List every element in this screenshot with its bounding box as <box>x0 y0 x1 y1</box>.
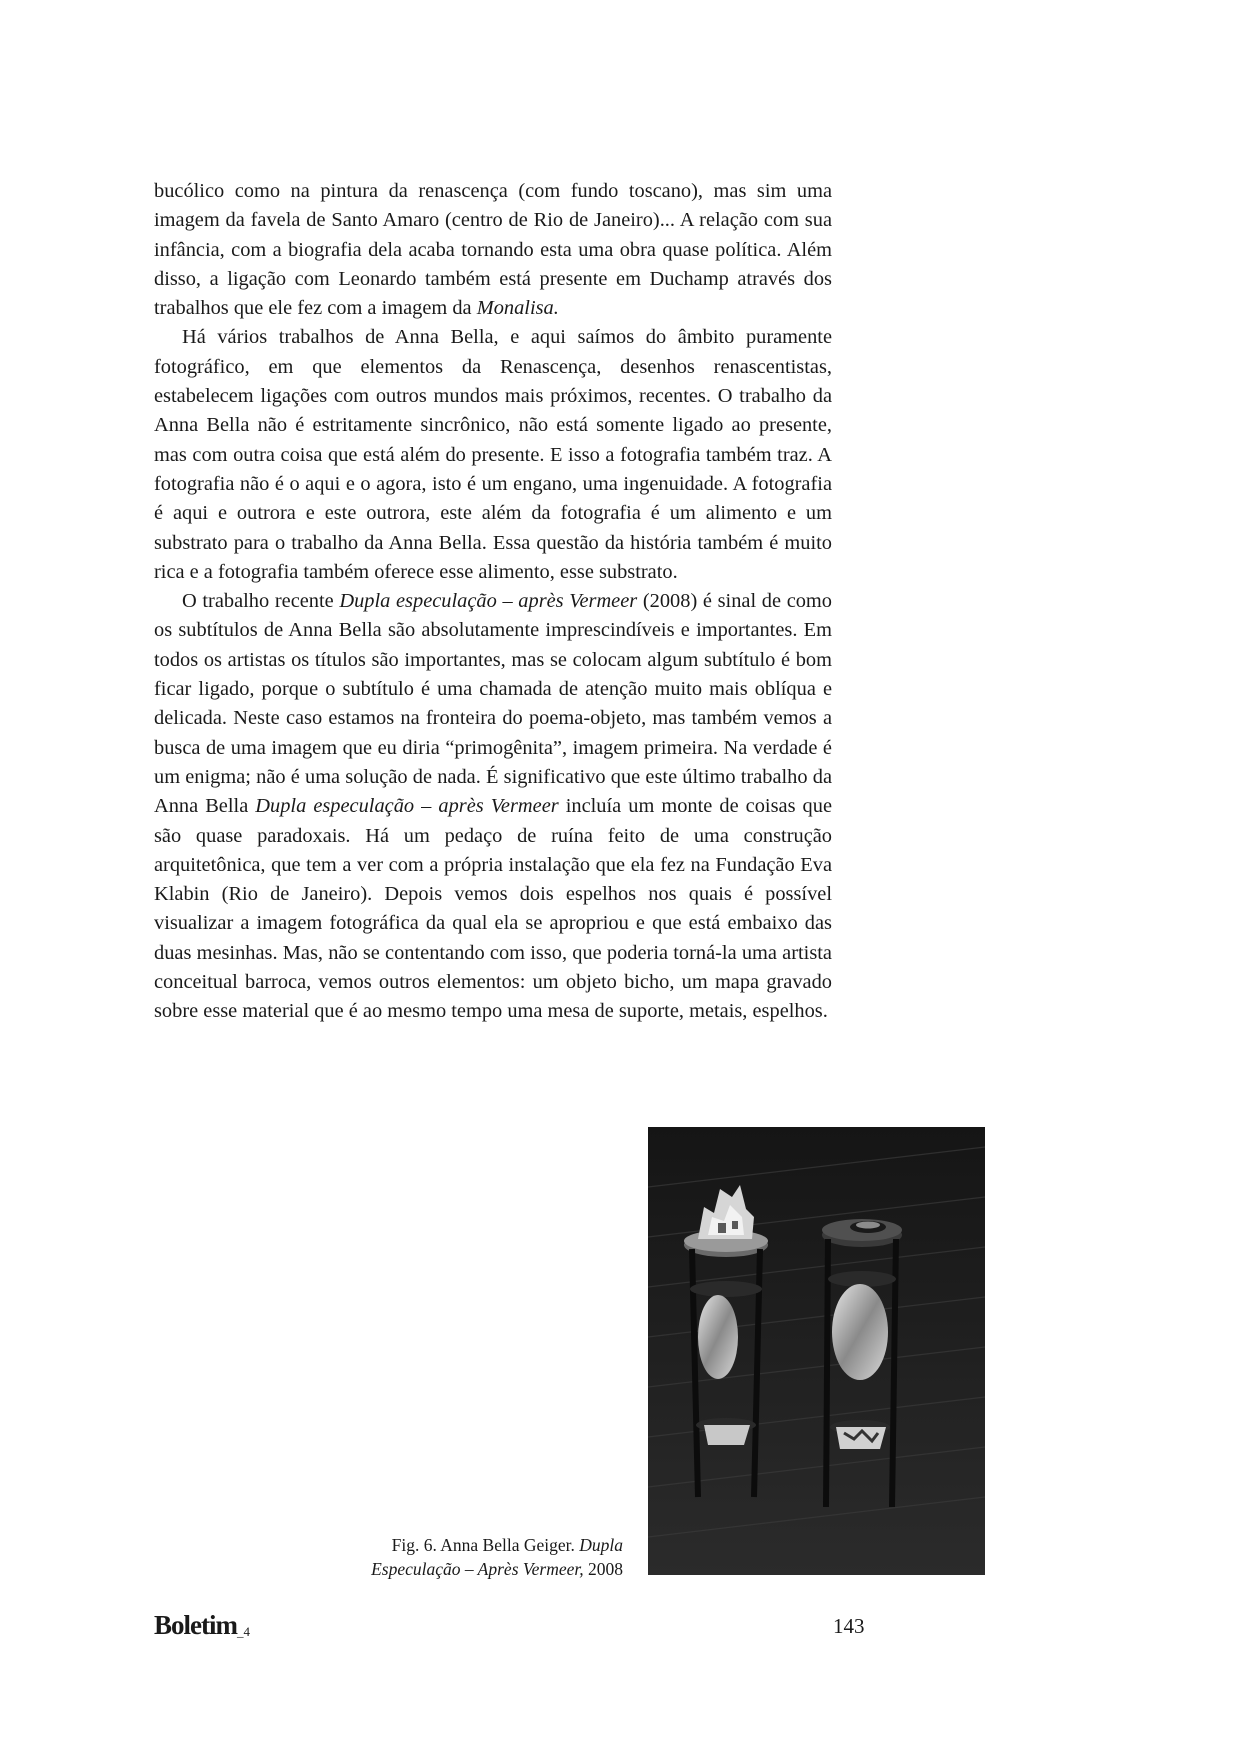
text-run: Há vários trabalhos de Anna Bella, e aqui saímos do âmbito puramente fotográfico, em que elementos da Renascença, desenhos renascentistas, estabelecem ligações com outros mundos mais próximos, recentes. O trabalho da Anna Bella não é estritamente sincrônico, não está somente ligado ao presente, mas com outra coisa que está além do presente. E isso a fotografia também traz. A fotografia não é o aqui e o agora, isto é um engano, uma ingenuidade. A fotografia é aqui e outrora e este outrora, este além da fotografia é um alimento e um substrato para o trabalho da Anna Bella. Essa questão da história também é muito rica e a fotografia também oferece esse alimento, esse substrato. <box>154 326 832 583</box>
text-run: (2008) é sinal de como os subtítulos de Anna Bella são absolutamente imprescindíveis e importantes. Em todos os artistas os títulos são importantes, mas se colocam algum subtítulo é bom ficar ligado, porque o subtítulo é uma chamada de atenção muito mais oblíqua e delicada. Neste caso estamos na fronteira do poema-objeto, mas também vemos a busca de uma imagem que eu diria “primogênita”, imagem primeira. Na verdade é um enigma; não é uma solução de nada. É significativo que este último trabalho da Anna Bella <box>154 590 832 818</box>
caption-year: 2008 <box>583 1559 623 1579</box>
artwork-photo <box>648 1127 985 1575</box>
text-run: bucólico como na pintura da renascença (com fundo toscano), mas sim uma imagem da favela de Santo Amaro (centro de Rio de Janeiro)... A relação com sua infância, com a biografia dela acaba tornando esta uma obra quase política. Além disso, a ligação com Leonardo também está presente em Duchamp através dos trabalhos que ele fez com a imagem da <box>154 180 832 320</box>
text-run: O trabalho recente <box>182 590 340 613</box>
page-number: 143 <box>833 1614 865 1638</box>
italic-title: Monalisa. <box>476 297 559 320</box>
logo-text: Boletim <box>154 1610 237 1640</box>
logo-issue: _4 <box>236 1624 250 1639</box>
caption-title: Dupla <box>579 1535 623 1555</box>
paragraph <box>154 323 832 587</box>
caption-text: Fig. 6. Anna Bella Geiger. <box>391 1535 580 1555</box>
body-text <box>154 177 832 1027</box>
journal-logo <box>154 1610 250 1641</box>
text-run: incluía um monte de coisas que são quase paradoxais. Há um pedaço de ruína feito de uma construção arquitetônica, que tem a ver com a própria instalação que ela fez na Fundação Eva Klabin (Rio de Janeiro). Depois vemos dois espelhos nos quais é possível visualizar a imagem fotográfica da qual ela se apropriou e que está embaixo das duas mesinhas. Mas, não se contentando com isso, que poderia torná-la uma artista conceitual barroca, vemos outros elementos: um objeto bicho, um mapa gravado sobre esse material que é ao mesmo tempo uma mesa de suporte, metais, espelhos. <box>154 795 832 1023</box>
figure-caption <box>340 1533 623 1581</box>
paragraph <box>154 177 832 323</box>
caption-title: Especulação – Après Vermeer, <box>371 1559 584 1579</box>
italic-title: Dupla especulação – après Vermeer <box>339 590 638 613</box>
italic-title: Dupla especulação – après Vermeer <box>255 795 559 818</box>
paragraph <box>154 587 832 1026</box>
